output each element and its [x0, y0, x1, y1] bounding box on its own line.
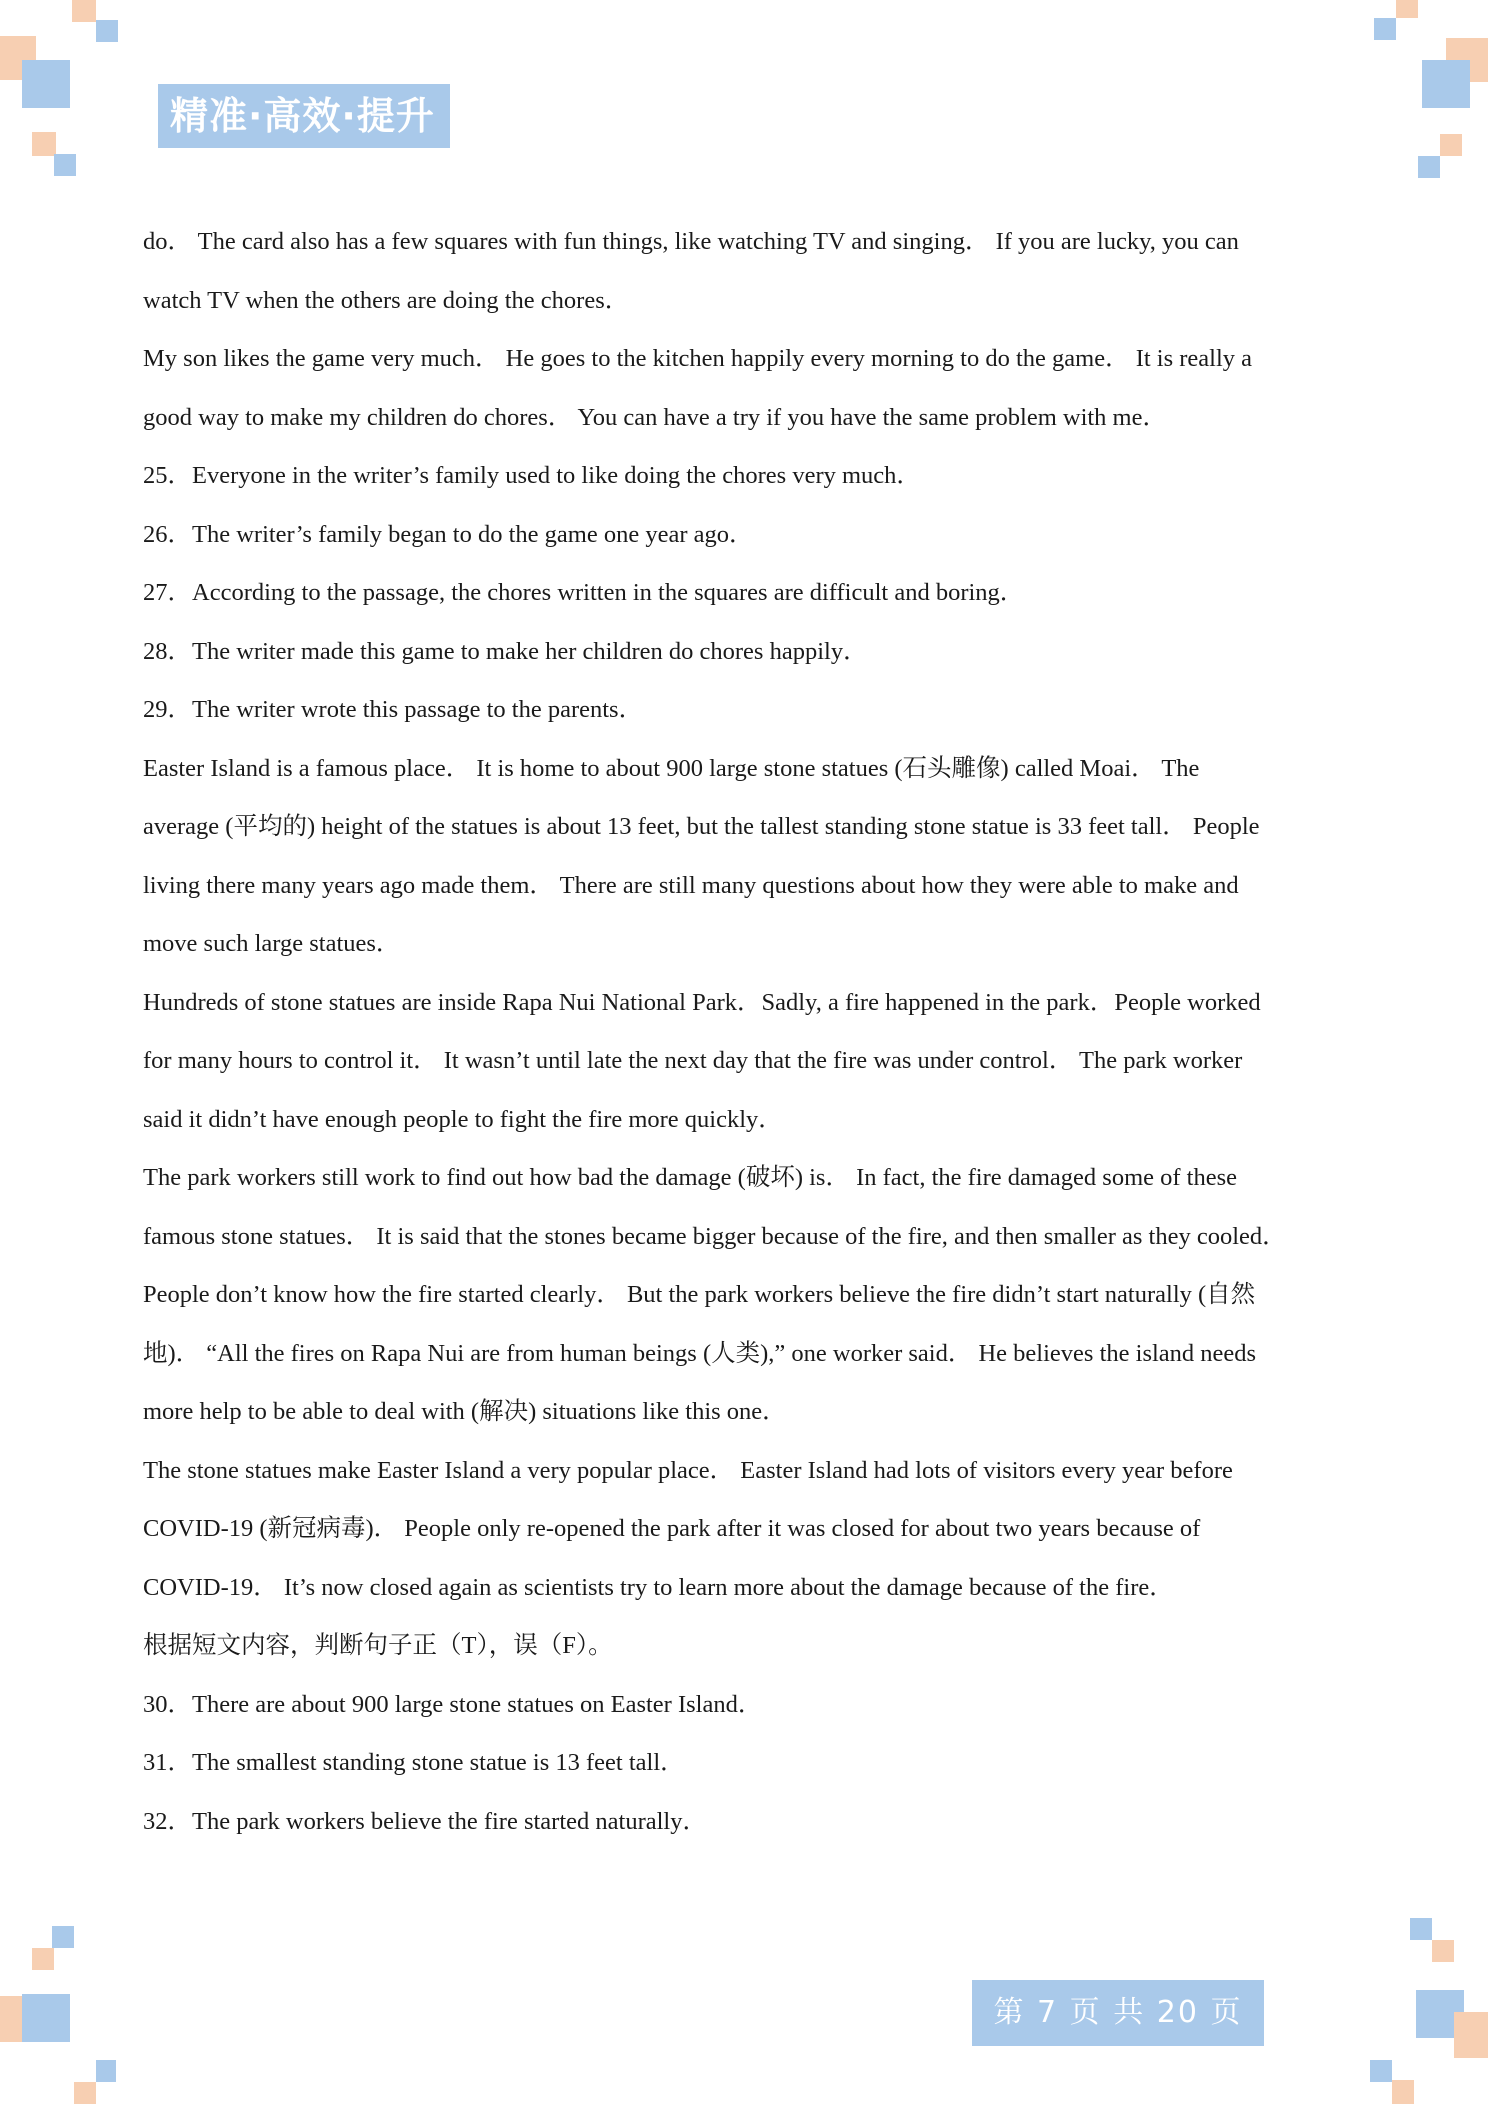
decor-square: [32, 132, 56, 156]
question-30: 30．There are about 900 large stone statues on Easter Island．: [143, 1690, 763, 1718]
text-line: People don’t know how the fire started clearly． But the park workers believe the fire didn’t start naturally (自然: [143, 1281, 1256, 1308]
decor-square: [1418, 156, 1440, 178]
decor-square: [1374, 18, 1396, 40]
text-line: Easter Island is a famous place． It is home to about 900 large stone statues (石头雕像) called Moai． The: [143, 754, 1200, 782]
text-line: Hundreds of stone statues are inside Rapa Nui National Park．Sadly, a fire happened in the park．People worked: [143, 988, 1261, 1016]
text-line: average (平均的) height of the statues is about 13 feet, but the tallest standing stone statue is 33 feet tall． People: [143, 813, 1260, 840]
decor-square: [32, 1948, 54, 1970]
page-content: [143, 213, 1363, 1851]
decor-square: [1422, 60, 1470, 108]
question-26: 26．The writer’s family began to do the game one year ago．: [143, 520, 754, 548]
text-line: The stone statues make Easter Island a very popular place． Easter Island had lots of visitors every year before: [143, 1456, 1233, 1484]
question-29: 29．The writer wrote this passage to the parents．: [143, 696, 644, 723]
text-line: more help to be able to deal with (解决) situations like this one．: [143, 1398, 787, 1425]
question-32: 32．The park workers believe the fire started naturally．: [143, 1807, 707, 1835]
question-28: 28．The writer made this game to make her children do chores happily．: [143, 637, 868, 665]
text-line: good way to make my children do chores． You can have a try if you have the same problem with me．: [143, 403, 1167, 431]
text-line: COVID-19 (新冠病毒)． People only re-opened the park after it was closed for about two years because of: [143, 1515, 1201, 1542]
decor-square: [22, 1994, 70, 2042]
instruction-line: 根据短文内容，判断句子正（T），误（F）。: [143, 1632, 613, 1659]
question-31: 31．The smallest standing stone statue is 13 feet tall．: [143, 1749, 685, 1776]
text-line: living there many years ago made them． There are still many questions about how they were able to make and: [143, 871, 1239, 899]
decor-square: [1370, 2060, 1392, 2082]
text-line: My son likes the game very much． He goes to the kitchen happily every morning to do the game． It is really a: [143, 345, 1253, 372]
decor-square: [1454, 2012, 1488, 2058]
text-line: do． The card also has a few squares with fun things, like watching TV and singing． If you are lucky, you can: [143, 228, 1239, 255]
text-line: The park workers still work to find out how bad the damage (破坏) is． In fact, the fire damaged some of these: [143, 1164, 1238, 1191]
decor-square: [1396, 0, 1418, 18]
decor-square: [52, 1926, 74, 1948]
text-line: COVID-19． It’s now closed again as scientists try to learn more about the damage because of the fire．: [143, 1573, 1174, 1601]
decor-square: [72, 0, 96, 22]
text-line: 地)． “All the fires on Rapa Nui are from human beings (人类),” one worker said． He believes the island needs: [143, 1339, 1257, 1367]
text-line: said it didn’t have enough people to fight the fire more quickly．: [143, 1105, 783, 1133]
decor-square: [1440, 134, 1462, 156]
page-number: 第 7 页 共 20 页: [972, 1980, 1264, 2046]
decor-square: [22, 60, 70, 108]
decor-square: [54, 154, 76, 176]
question-27: 27．According to the passage, the chores written in the squares are difficult and boring．: [143, 579, 1025, 606]
decor-square: [1432, 1940, 1454, 1962]
text-line: for many hours to control it． It wasn’t until late the next day that the fire was under control． The park worker: [143, 1047, 1243, 1074]
question-25: 25．Everyone in the writer’s family used to like doing the chores very much．: [143, 462, 921, 489]
decor-square: [1392, 2080, 1414, 2104]
decor-square: [96, 2060, 116, 2082]
header-badge: 精准·高效·提升: [158, 84, 450, 148]
decor-square: [1410, 1918, 1432, 1940]
decor-square: [96, 20, 118, 42]
text-line: move such large statues．: [143, 930, 401, 957]
decor-square: [74, 2082, 96, 2104]
text-line: famous stone statues． It is said that the stones became bigger because of the fire, and then smaller as they cooled．: [143, 1222, 1287, 1250]
text-line: watch TV when the others are doing the chores．: [143, 286, 630, 314]
